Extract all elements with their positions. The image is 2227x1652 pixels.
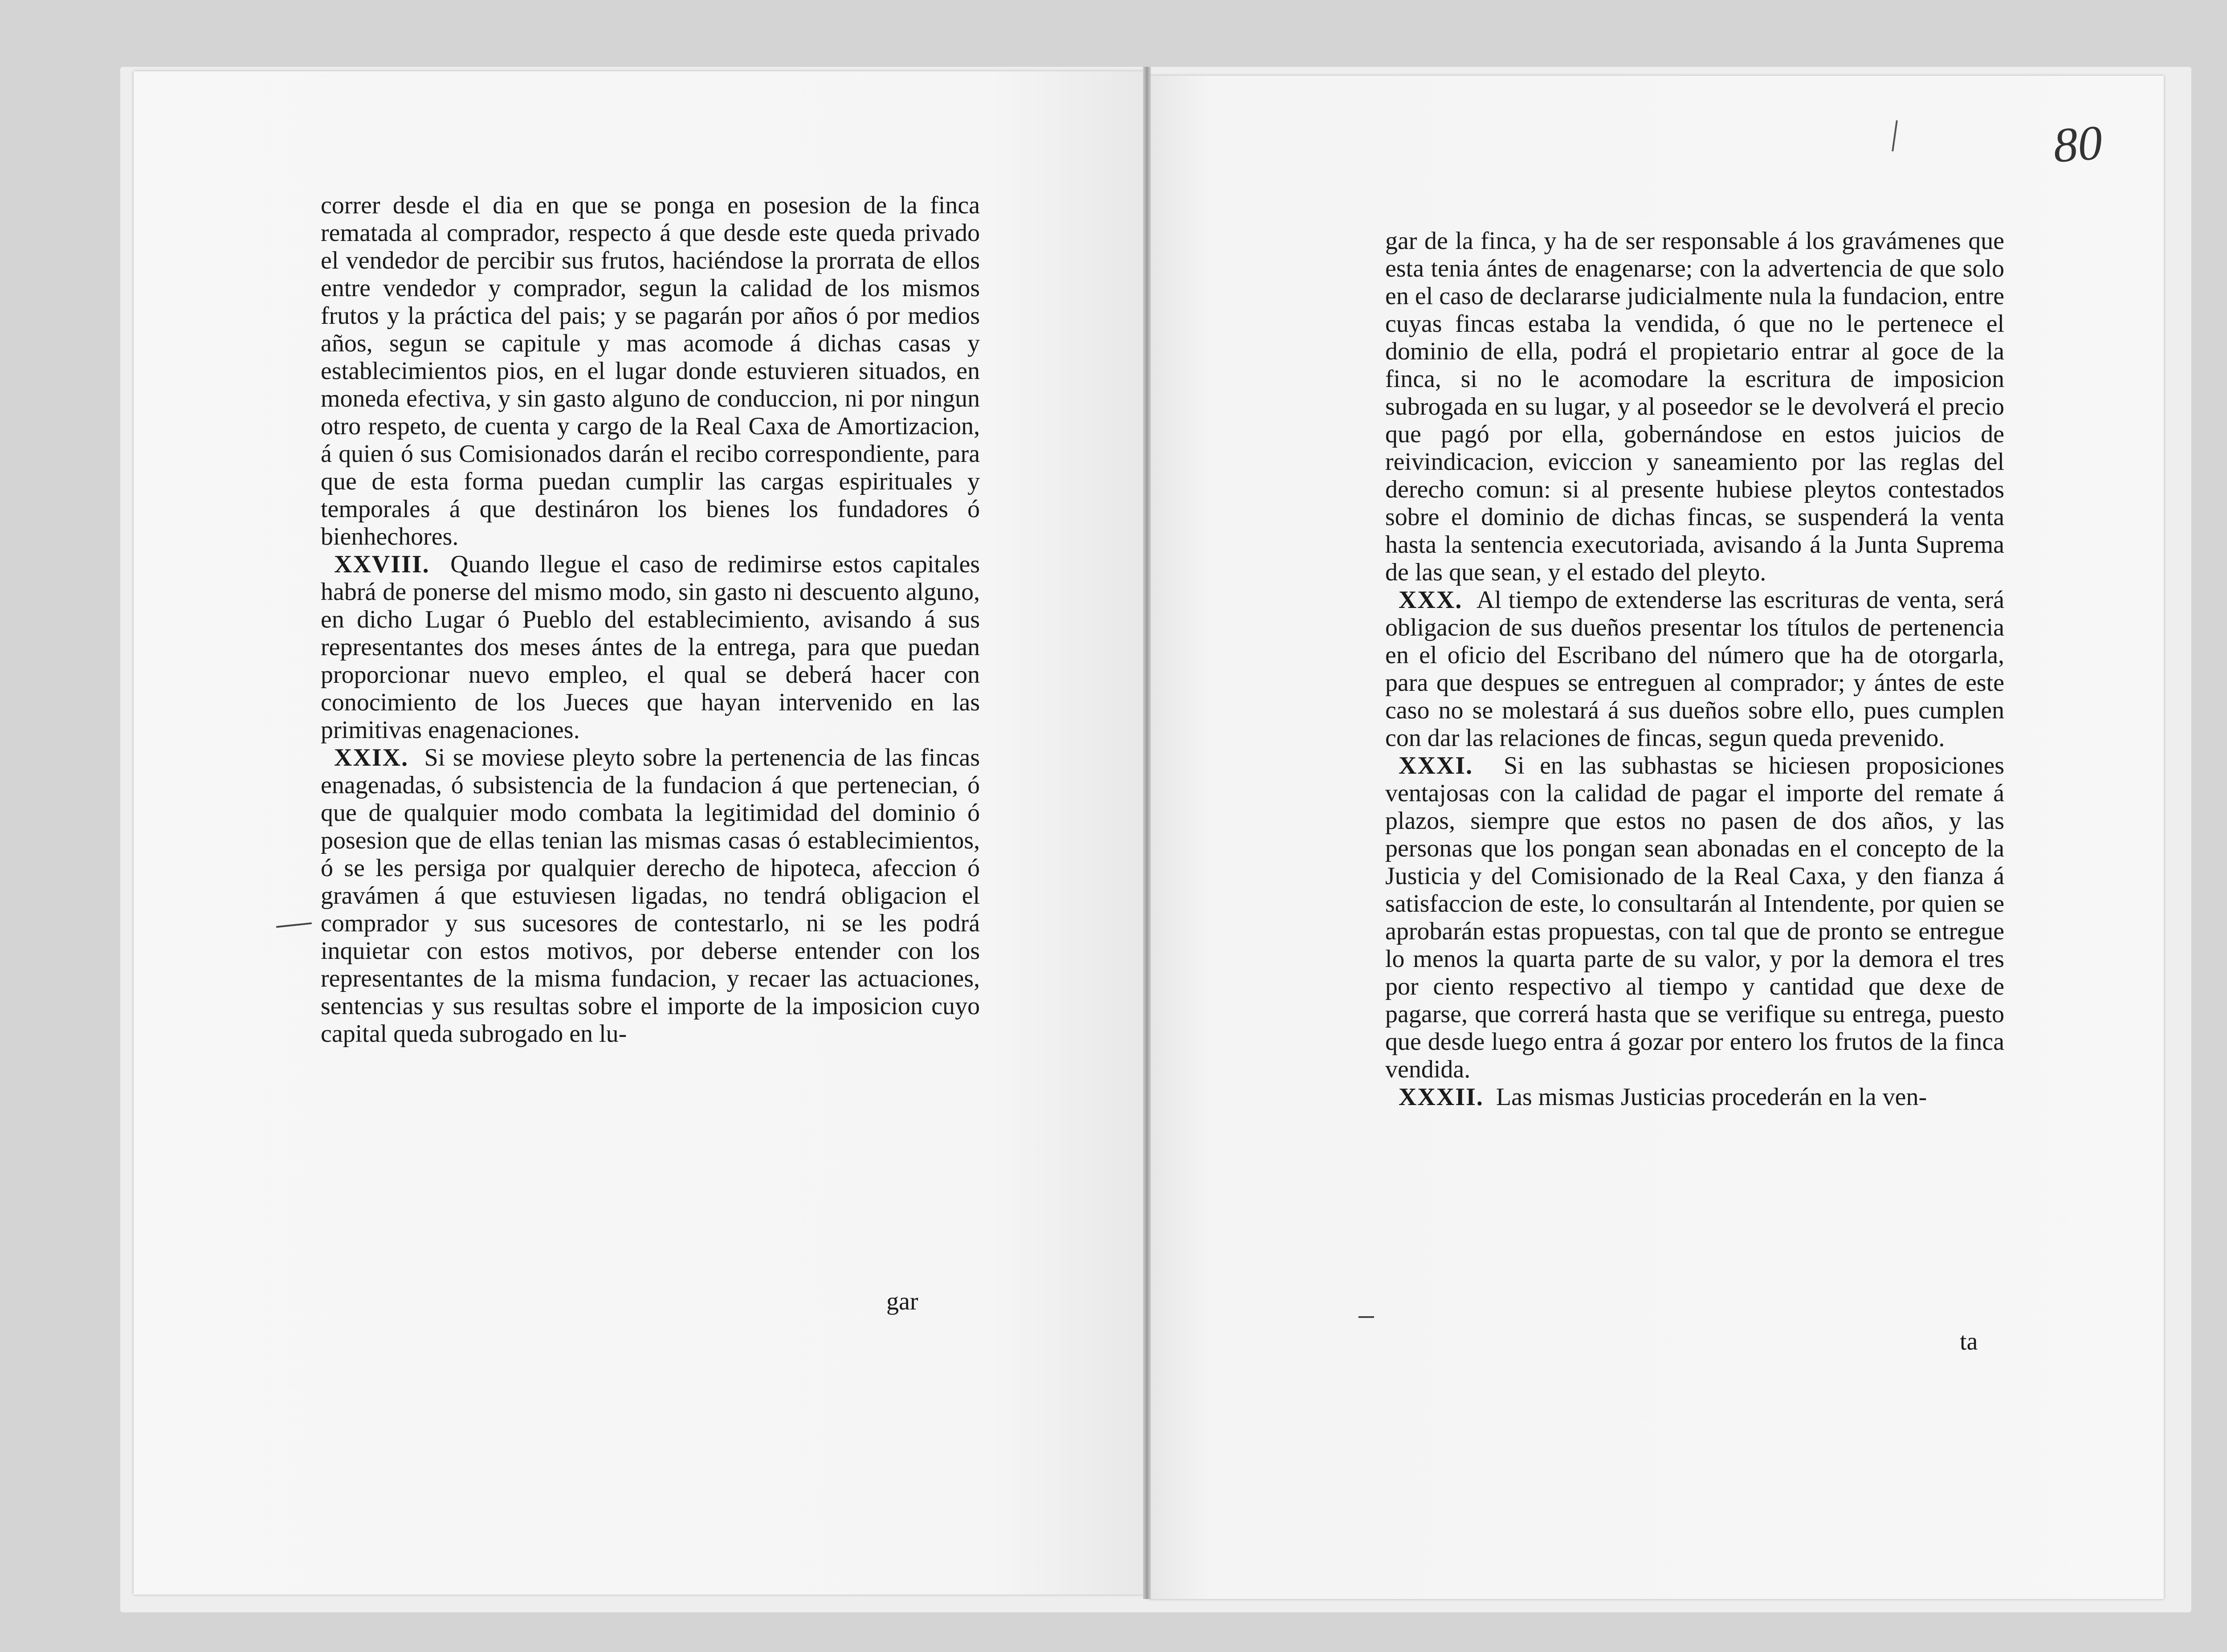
article-xxviii xyxy=(321,551,980,744)
left-page-text xyxy=(321,192,980,1048)
article-xxxii xyxy=(1385,1083,2004,1111)
article-text: Si se moviese pleyto sobre la pertenencia de las fincas enagenadas, ó subsistencia de la fundacion á que pertenecian, ó que de qualquier modo combata la legitimidad del dominio ó posesion que de ellas tenian las mismas casas ó establecimientos, ó se les persiga por qualquier derecho de hipoteca, afeccion ó gravámen á que estuviesen ligadas, no tendrá obligacion el comprador y sus sucesores de contestarlo, ni se les podrá inquietar con estos motivos, por deberse entender con los representantes de la misma fundacion, y recaer las actuaciones, sentencias y sus resultas sobre el importe de la imposicion cuyo capital queda subrogado en lu- xyxy=(321,744,980,1048)
folio-number: 80 xyxy=(2051,115,2105,173)
catchword-right: ta xyxy=(1960,1328,1978,1355)
article-text: Si en las subhastas se hiciesen proposiciones ventajosas con la calidad de pagar el importe del remate á plazos, siempre que estos no pasen de dos años, y las personas que los pongan sean abonadas en el concepto de la Justicia y del Comisionado de la Real Caxa, y den fianza á satisfaccion de este, lo consultarán al Intendente, por quien se aprobarán estas propuestas, con tal que de pronto se entregue lo menos la quarta parte de su valor, y por la demora el tres por ciento respectivo al tiempo y cantidad que dexe de pagarse, que correrá hasta que se verifique su entrega, puesto que desde luego entra á gozar por entero los frutos de la finca vendida. xyxy=(1385,752,2005,1083)
paragraph xyxy=(321,192,980,551)
article-xxix xyxy=(321,744,980,1048)
catchword-left: gar xyxy=(886,1288,918,1315)
article-number: XXXI. xyxy=(1399,752,1473,779)
article-xxxi xyxy=(1385,752,2004,1083)
paragraph-text: gar de la finca, y ha de ser responsable á los gravámenes que esta tenia ántes de enagenarse; con la advertencia de que solo en el caso de declararse judicialmente nula la fundacion, entre cuyas fincas estaba la vendida, ó que no le pertenece el dominio de ella, podrá el propietario entrar al goce de la finca, si no le acomodare la escritura de imposicion subrogada en su lugar, y al poseedor se le devolverá el precio que pagó por ella, gobernándose en estos juicios de reivindicacion, eviccion y saneamiento por las reglas del derecho comun: si al presente hubiese pleytos contestados sobre el dominio de dichas fincas, se suspenderá la venta hasta la sentencia executoriada, avisando á la Junta Suprema de las que sean, y el estado del pleyto. xyxy=(1385,227,2004,586)
paragraph-text: correr desde el dia en que se ponga en posesion de la finca rematada al comprador, respecto á que desde este queda privado el vendedor de percibir sus frutos, haciéndose la prorrata de ellos entre vendedor y comprador, segun la calidad de los mismos frutos y la práctica del pais; y se pagarán por años ó por medios años, segun se capitule y mas acomode á dichas casas y establecimientos pios, en el lugar donde estuvieren situados, en moneda efectiva, y sin gasto alguno de conduccion, ni por ningun otro respeto, de cuenta y cargo de la Real Caxa de Amortizacion, á quien ó sus Comisionados darán el recibo correspondiente, para que de esta forma puedan cumplir las cargas espirituales y temporales á que destináron los bienes los fundadores ó bienhechores. xyxy=(321,192,980,551)
article-number: XXIX. xyxy=(334,744,409,771)
book-gutter xyxy=(1143,67,1151,1599)
article-number: XXVIII. xyxy=(334,551,430,578)
article-text: Al tiempo de extenderse las escrituras de venta, será obligacion de sus dueños presentar los títulos de pertenencia en el oficio del Escribano del número que ha de otorgarla, para que despues se entreguen al comprador; y ántes de este caso no se molestará á sus dueños sobre ello, pues cumplen con dar las relaciones de fincas, segun queda prevenido. xyxy=(1385,586,2004,752)
paragraph xyxy=(1385,227,2004,586)
article-text: Las mismas Justicias procederán en la ven- xyxy=(1496,1083,1927,1111)
margin-dash-mark-right xyxy=(1358,1316,1374,1318)
article-number: XXX. xyxy=(1399,586,1463,614)
right-page-text xyxy=(1385,227,2004,1111)
article-text: Quando llegue el caso de redimirse estos capitales habrá de ponerse del mismo modo, sin gasto ni descuento alguno, en dicho Lugar ó Pueblo del establecimiento, avisando á sus representantes dos meses ántes de la entrega, para que puedan proporcionar nuevo empleo, el qual se deberá hacer con conocimiento de los Jueces que hayan intervenido en las primitivas enagenaciones. xyxy=(321,551,980,744)
article-number: XXXII. xyxy=(1399,1083,1484,1111)
article-xxx xyxy=(1385,586,2004,752)
